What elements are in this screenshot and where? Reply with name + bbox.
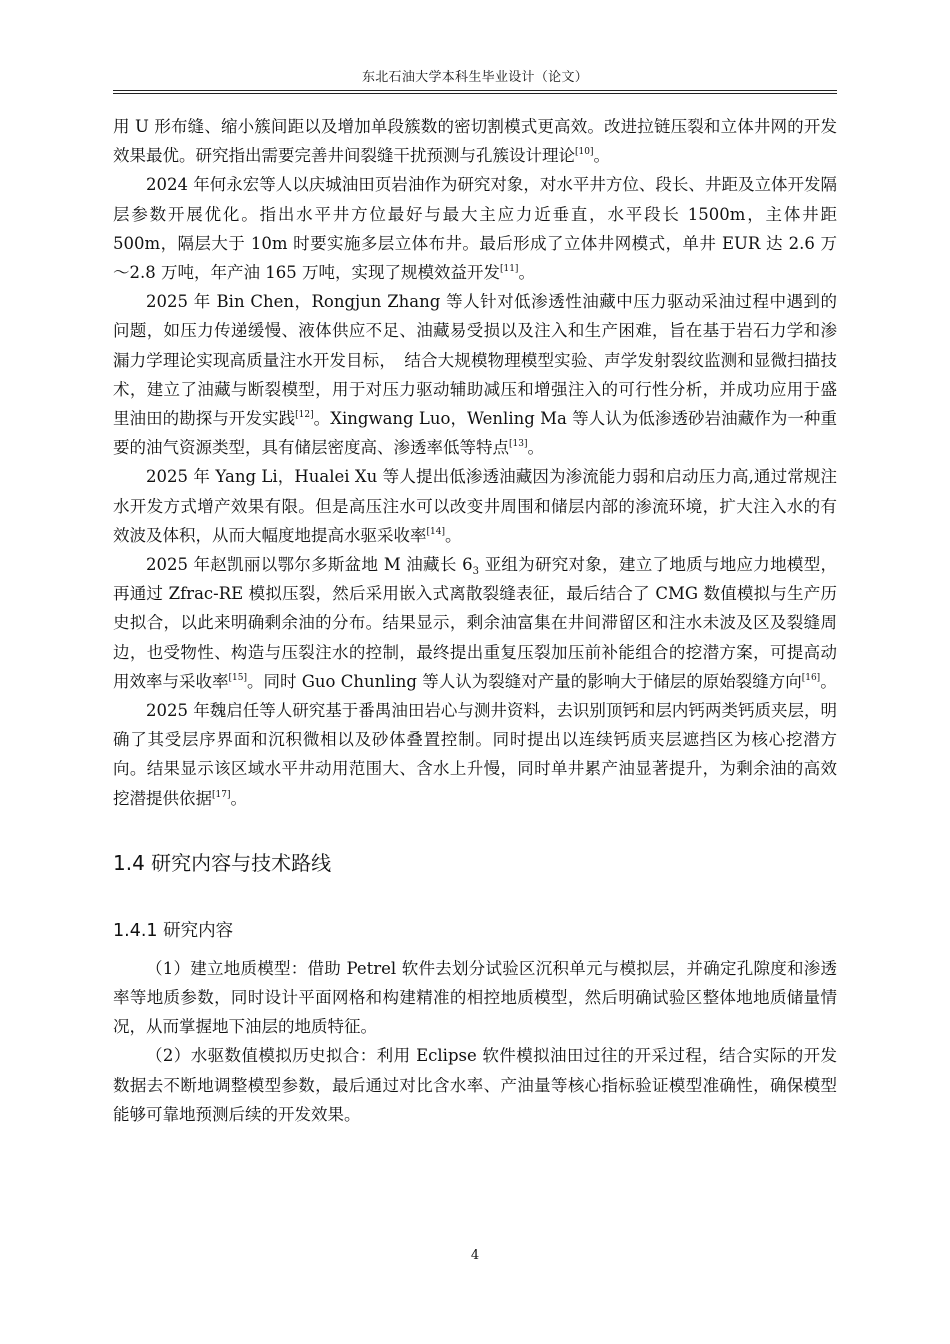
citation: [10] <box>575 147 594 158</box>
paragraph-3: 2025 年 Bin Chen，Rongjun Zhang 等人针对低渗透性油藏中压力驱动采油过程中遇到的问题，如压力传递缓慢、液体供应不足、油藏易受损以及注入和生产困难，旨在基于岩石力学和渗漏力学理论实现高质量注水开发目标， 结合大规模物理模型实验、声学发射裂纹监测和显微扫描技术，建立了油藏与断裂模型，用于对压力驱动辅助减压和增强注入的可行性分析，并成功应用于盛里油田的勘探与开发实践[12]。Xingwang Luo，Wenling Ma 等人认为低渗透砂岩油藏作为一种重要的油气资源类型，具有储层密度高、渗透率低等特点[13]。 <box>113 292 837 458</box>
subscript: 3 <box>472 566 480 578</box>
paragraph-5: 2025 年赵凯丽以鄂尔多斯盆地 M 油藏长 $6_3$ 亚组为研究对象，建立了地质与地应力地模型，再通过 Zfrac-RE 模拟压裂，然后采用嵌入式离散裂缝表征，最后结合了 CMG 数值模拟与生产历史拟合，以此来明确剩余油的分布。结果显示，剩余油富集在井间滞留区和注水未波及区及裂缝周边，也受物性、构造与压裂注水的控制，最终提出重复压裂加压前补能组合的挖潜方案，可提高动用效率与采收率[15]。同时 Guo Chunling 等人认为裂缝对产量的影响大于储层的原始裂缝方向[16]。 <box>113 555 837 691</box>
citation: [15] <box>228 672 247 683</box>
citation: [13] <box>509 439 528 450</box>
page-body <box>113 112 837 1129</box>
citation: [11] <box>499 264 519 275</box>
research-item-1: （1）建立地质模型：借助 Petrel 软件去划分试验区沉积单元与模拟层，并确定孔隙度和渗透率等地质参数，同时设计平面网格和构建精准的相控地质模型，然后明确试验区整体地地质储量情况，从而掌握地下油层的地质特征。 <box>113 958 837 1037</box>
citation: [16] <box>801 672 821 683</box>
page-number: 4 <box>470 1248 480 1263</box>
running-header: 东北石油大学本科生毕业设计（论文） <box>361 70 589 85</box>
paragraph-4: 2025 年 Yang Li，Hualei Xu 等人提出低渗透油藏因为渗流能力弱和启动压力高,通过常规注水开发方式增产效果有限。但是高压注水可以改变井周围和储层内部的渗流环境，扩大注入水的有效波及体积，从而大幅度地提高水驱采收率[14]。 <box>113 467 837 545</box>
header-rule-thick <box>113 93 837 94</box>
paragraph-2: 2024 年何永宏等人以庆城油田页岩油作为研究对象，对水平井方位、段长、井距及立体开发隔层参数开展优化。指出水平井方位最好与最大主应力近垂直，水平段长 1500m，主体井距 500m，隔层大于 10m 时要实施多层立体布井。最后形成了立体井网模式，单井 EUR 达 2.6 万～2.8 万吨，年产油 165 万吨，实现了规模效益开发[11]。 <box>113 175 837 283</box>
citation: [14] <box>426 526 445 537</box>
paragraph-6: 2025 年魏启任等人研究基于番禺油田岩心与测井资料，去识别顶钙和层内钙两类钙质夹层，明确了其受层序界面和沉积微相以及砂体叠置控制。同时提出以连续钙质夹层遮挡区为核心挖潜方向。结果显示该区域水平井动用范围大、含水上升慢，同时单井累产油显著提升，为剩余油的高效挖潜提供依据[17]。 <box>113 701 837 808</box>
section-heading: 1.4 研究内容与技术路线 <box>113 850 332 875</box>
paragraph-1: 用 U 形布缝、缩小簇间距以及增加单段簇数的密切割模式更高效。改进拉链压裂和立体井网的开发效果最优。研究指出需要完善井间裂缝干扰预测与孔簇设计理论[10]。 <box>113 117 837 166</box>
citation: [17] <box>212 789 231 800</box>
research-item-2: （2）水驱数值模拟历史拟合：利用 Eclipse 软件模拟油田过往的开采过程，结合实际的开发数据去不断地调整模型参数，最后通过对比含水率、产油量等核心指标验证模型准确性，确保模型能够可靠地预测后续的开发效果。 <box>113 1046 837 1124</box>
citation: [12] <box>295 410 314 421</box>
subsection-heading: 1.4.1 研究内容 <box>113 920 234 941</box>
header-rule-thin <box>113 90 837 91</box>
